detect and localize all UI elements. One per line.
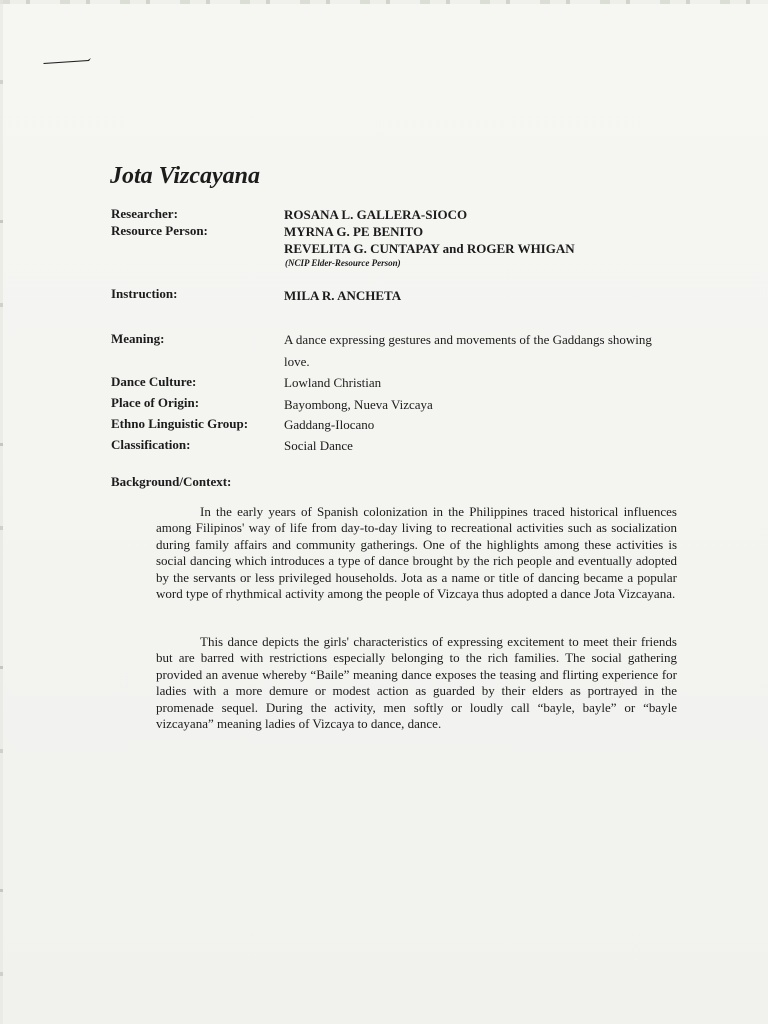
meaning-value: A dance expressing gestures and movements of the Gaddangs showing love. — [284, 332, 652, 369]
ethno-linguistic-group-value: Gaddang-Ilocano — [284, 417, 375, 432]
resource-person-label: Resource Person: — [111, 223, 208, 238]
scan-top-edge — [0, 0, 768, 4]
researcher-label: Researcher: — [111, 206, 178, 221]
place-of-origin-value: Bayombong, Nueva Vizcaya — [284, 397, 433, 412]
resource-person-value-1: MYRNA G. PE BENITO — [284, 224, 424, 239]
classification-value: Social Dance — [284, 438, 353, 453]
instruction-value: MILA R. ANCHETA — [284, 288, 402, 303]
page-title: Jota Vizcayana — [110, 163, 261, 189]
background-context-label: Background/Context: — [111, 474, 232, 489]
pen-mark-icon — [42, 58, 92, 64]
dance-culture-label: Dance Culture: — [111, 374, 197, 389]
place-of-origin-label: Place of Origin: — [111, 395, 200, 410]
classification-label: Classification: — [111, 437, 191, 452]
scan-left-edge — [0, 0, 3, 1024]
dance-culture-value: Lowland Christian — [284, 375, 382, 390]
meaning-label: Meaning: — [111, 331, 165, 346]
resource-person-note: (NCIP Elder-Resource Person) — [285, 258, 401, 268]
background-paragraph-1: In the early years of Spanish colonization in the Philippines traced historical influences among Filipinos' way of life from day-to-day living to recreational activities such as socialization during family affairs and community gatherings. One of the highlights among these activities is social dancing which introduces a type of dance brought by the rich people and eventually adopted by the servants or less privileged households. Jota as a name or title of dancing became a popular word type of rhythmical activity among the people of Vizcaya thus adopted a dance Jota Vizcayana. — [156, 504, 677, 602]
resource-person-value-2: REVELITA G. CUNTAPAY and ROGER WHIGAN — [284, 241, 575, 256]
researcher-value: ROSANA L. GALLERA-SIOCO — [284, 207, 468, 222]
instruction-label: Instruction: — [111, 286, 178, 301]
background-paragraph-2: This dance depicts the girls' characteristics of expressing excitement to meet their friends but are barred with restrictions especially belonging to the rich families. The social gathering provided an avenue whereby “Baile” meaning dance exposes the teasing and flirting experience for ladies with a more demure or modest action as guarded by their elders as portrayed in the promenade sequel. During the activity, men softly or loudly call “bayle, bayle” or “bayle vizcayana” meaning ladies of Vizcaya to dance, dance. — [156, 634, 677, 732]
ethno-linguistic-group-label: Ethno Linguistic Group: — [111, 416, 249, 431]
